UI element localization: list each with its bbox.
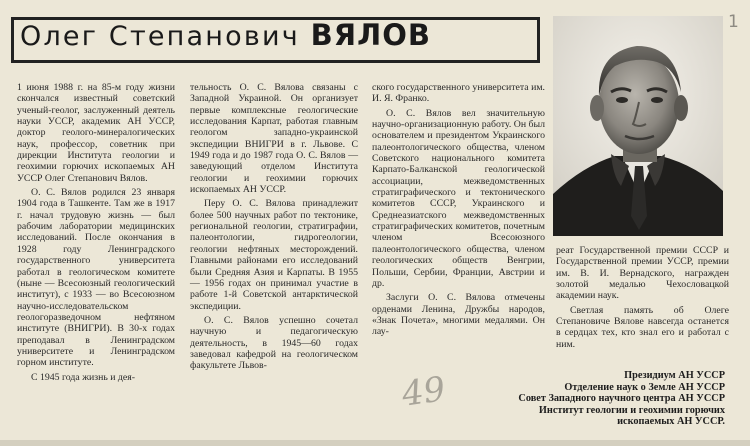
paragraph: О. С. Вялов вел значительную научно-организационную работу. Он был основателем и президентом Украинского палеонтологического общества, членом Советского национального комитета Карпато-Балканской геологической ассоциации, межведомственных стратиграфического и тектонического комитетов СССР, Украинского и Среднеазиатского межведомственных стратиграфических комитетов, почетным членом Всесоюзного палеонтологического общества, членом геологических обществ Венгрии, Польши, Сербии, Франции, Австрии и др. [372,107,545,289]
signature-line: Отделение наук о Земле АН УССР [564,381,725,393]
paragraph: С 1945 года жизнь и дея- [31,371,136,383]
paragraph: Светлая память об Олеге Степановиче Вялове навсегда останется в сердцах тех, кто знал его и работал с ним. [556,304,729,350]
signature-line: Президиум АН УССР [624,370,725,381]
article-column-1 [17,82,175,386]
paragraph: Перу О. С. Вялова принадлежит более 500 научных работ по тектонике, региональной геологии, стратиграфии, палеонтологии, гидрогеологии, геологии нефтяных месторождений. Главными районами его исследований были Средняя Азия и Карпаты. В 1955 — 1956 годах он принимал участие в работе 1-й Советской антарктической экспедиции. [190,198,358,312]
pencil-annotation: 49 [399,369,448,415]
paper-edge [0,440,750,446]
paragraph: Заслуги О. С. Вялова отмечены орденами Ленина, Дружбы народов, «Знак Почета», многими медалями. Он лау- [372,292,545,338]
paragraph: О. С. Вялов родился 23 января 1904 года в Ташкенте. Там же в 1917 г. начал трудовую жизнь — был рабочим лаборатории медицинских исследований. После окончания в 1928 году Ленинградского государственного университета работал в геологическом комитете (ныне — Всесоюзный геологический институт), с 1933 — во Всесоюзном научно-исследовательском геологоразведочном нефтяном институте (ВНИГРИ). В 30-х годах преподавал в Ленинградском университете и Ленинградском горном институте. [17,187,175,369]
page-mark: 1 [728,12,739,32]
signature-line: Совет Западного научного центра АН УССР [518,393,725,404]
portrait-photo [553,16,723,236]
headline [20,18,431,52]
headline-surname: ВЯЛОВ [310,18,431,52]
paragraph: ского государственного университета им. И. Я. Франко. [372,82,545,105]
article-column-4 [556,245,729,353]
paragraph: реат Государственной премии СССР и Государственной премии УССР, премии им. В. И. Вернадского, награжден золотой медалью Чехословацкой академии наук. [556,245,729,302]
paragraph: 1 июня 1988 г. на 85-м году жизни скончался известный советский ученый-геолог, заслуженный деятель науки УССР, академик АН УССР, доктор геолого-минералогических наук, профессор, советник при дирекции Института геологии и геохимии горючих ископаемых АН УССР Олег Степанович Вялов. [17,82,175,184]
portrait-illustration [553,16,723,236]
signature-line: ископаемых АН УССР. [617,416,725,427]
article-column-3 [372,82,545,341]
paragraph: О. С. Вялов успешно сочетал научную и педагогическую деятельность, в 1945—60 годах заведовал кафедрой на геологическом факультете Львов- [190,314,358,372]
signatures-block [370,370,725,428]
headline-first-names: Олег Степанович [20,21,300,52]
paragraph: тельность О. С. Вялова связаны с Западной Украиной. Он организует первые комплексные геологические исследования Карпат, работая главным геологом западно-украинской экспедиции ВНИГРИ в г. Львове. С 1949 года и до 1987 года О. С. Вялов — заведующий отделом Института геологии и геохимии горючих ископаемых АН УССР. [190,82,358,196]
article-column-2 [190,82,358,375]
signature-line: Институт геологии и геохимии горючих [538,404,725,416]
